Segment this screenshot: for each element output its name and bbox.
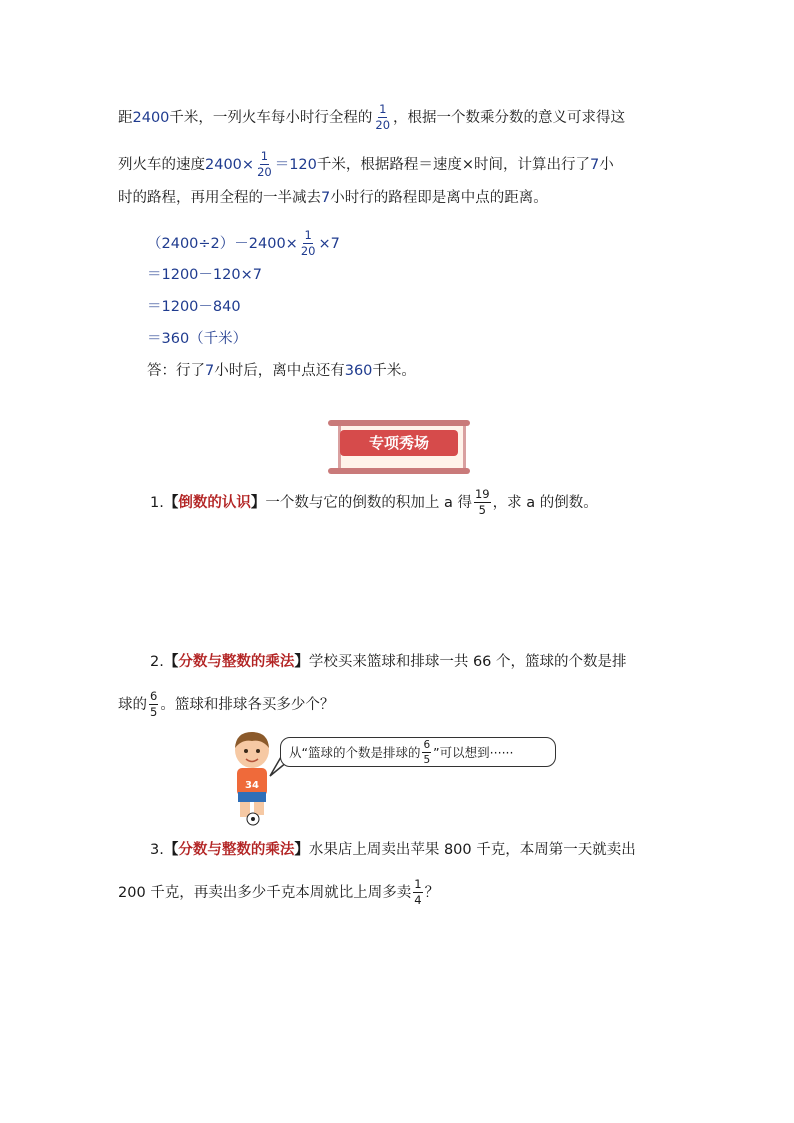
boy-eye-right (256, 749, 260, 753)
explanation-line-2 (118, 150, 614, 179)
bracket: 】 (294, 653, 309, 670)
text: 距 (118, 109, 133, 126)
text: ，求 a 的倒数。 (492, 494, 598, 511)
speech-bubble (280, 737, 556, 767)
numerator: 1 (260, 149, 269, 163)
expression: ×7 (318, 235, 340, 252)
numerator: 19 (474, 487, 490, 501)
numerator: 6 (150, 689, 158, 703)
problem-1 (150, 488, 598, 517)
text: 千米，一列火车每小时行全程的 (169, 109, 373, 126)
hours-number: 7 (590, 156, 600, 173)
jersey-number: 34 (245, 780, 259, 791)
fraction (374, 103, 391, 132)
boy-eye-left (244, 749, 248, 753)
soccer-ball-patch (251, 817, 255, 821)
bracket: 】 (294, 841, 309, 858)
boy-shorts (238, 792, 266, 802)
text: ，根据一个数乘分数的意义可求得这 (393, 109, 626, 126)
problem-2 (150, 652, 627, 672)
problem-number: 3. (150, 842, 164, 858)
fraction (256, 150, 273, 179)
text: 水果店上周卖出苹果 800 千克，本周第一天就卖出 (308, 842, 636, 858)
hours-number: 7 (321, 190, 331, 206)
topic-tag: 分数与整数的乘法 (178, 653, 295, 670)
problem-number: 1. (150, 494, 164, 511)
denominator: 5 (150, 705, 158, 719)
fraction (149, 690, 158, 719)
expression: 2400× (205, 156, 255, 173)
numerator: 6 (423, 738, 431, 751)
text: ？ (424, 884, 440, 901)
text: 列火车的速度 (118, 156, 205, 173)
numerator: 1 (414, 877, 422, 891)
bracket: 【 (163, 493, 179, 511)
numerator: 1 (379, 102, 387, 116)
expression: （2400÷2）－2400× (147, 235, 298, 252)
bracket: 】 (250, 493, 266, 511)
fraction (413, 878, 422, 907)
text: 球的 (118, 696, 147, 713)
fraction (474, 488, 491, 517)
banner-title: 专项秀场 (340, 430, 458, 456)
text: 。篮球和排球各买多少个？ (160, 696, 335, 713)
bracket: 【 (163, 653, 179, 670)
expression: ＝120 (274, 156, 317, 173)
denominator: 20 (375, 118, 391, 132)
bracket: 【 (163, 841, 179, 858)
problem-2-line-2 (118, 690, 334, 719)
text: 小时后，离中点还有 (214, 363, 345, 379)
explanation-line-1 (118, 103, 625, 132)
calc-step-4: ＝360（千米） (147, 331, 248, 347)
text: 小 (599, 156, 614, 173)
topic-tag: 倒数的认识 (178, 493, 251, 511)
text: 学校买来篮球和排球一共 66 个，篮球的个数是排 (308, 654, 627, 670)
text: 答：行了 (147, 363, 205, 379)
calc-step-1 (147, 229, 340, 258)
problem-3 (150, 840, 636, 860)
text: 小时行的路程即是离中点的距离。 (330, 190, 548, 206)
text: 200 千克，再卖出多少千克本周就比上周多卖 (118, 884, 412, 901)
text: 一个数与它的倒数的积加上 a 得 (265, 494, 472, 511)
denominator: 20 (300, 244, 316, 258)
fraction (300, 229, 317, 258)
text: 千米。 (372, 363, 416, 379)
bubble-text: ”可以想到······ (433, 745, 514, 760)
denominator: 4 (414, 893, 422, 907)
denominator: 5 (423, 753, 431, 766)
topic-tag: 分数与整数的乘法 (178, 841, 295, 858)
explanation-line-3 (118, 188, 548, 208)
bubble-text: 从“篮球的个数是排球的 (289, 745, 421, 760)
calc-step-2: ＝1200－120×7 (147, 267, 262, 283)
numerator: 1 (304, 228, 312, 242)
denominator: 20 (257, 165, 272, 179)
distance-number: 360 (344, 363, 373, 379)
scroll-rod-bottom (328, 468, 470, 474)
section-banner (328, 420, 470, 476)
text: 千米，根据路程＝速度×时间，计算出行了 (316, 156, 591, 173)
denominator: 5 (478, 503, 486, 517)
problem-number: 2. (150, 654, 164, 670)
hours-number: 7 (205, 363, 215, 379)
answer-line (147, 361, 416, 381)
text: 时的路程，再用全程的一半减去 (118, 190, 321, 206)
distance-number: 2400 (132, 109, 170, 126)
problem-3-line-2 (118, 878, 439, 907)
fraction (422, 739, 431, 766)
calc-step-3: ＝1200－840 (147, 299, 241, 315)
